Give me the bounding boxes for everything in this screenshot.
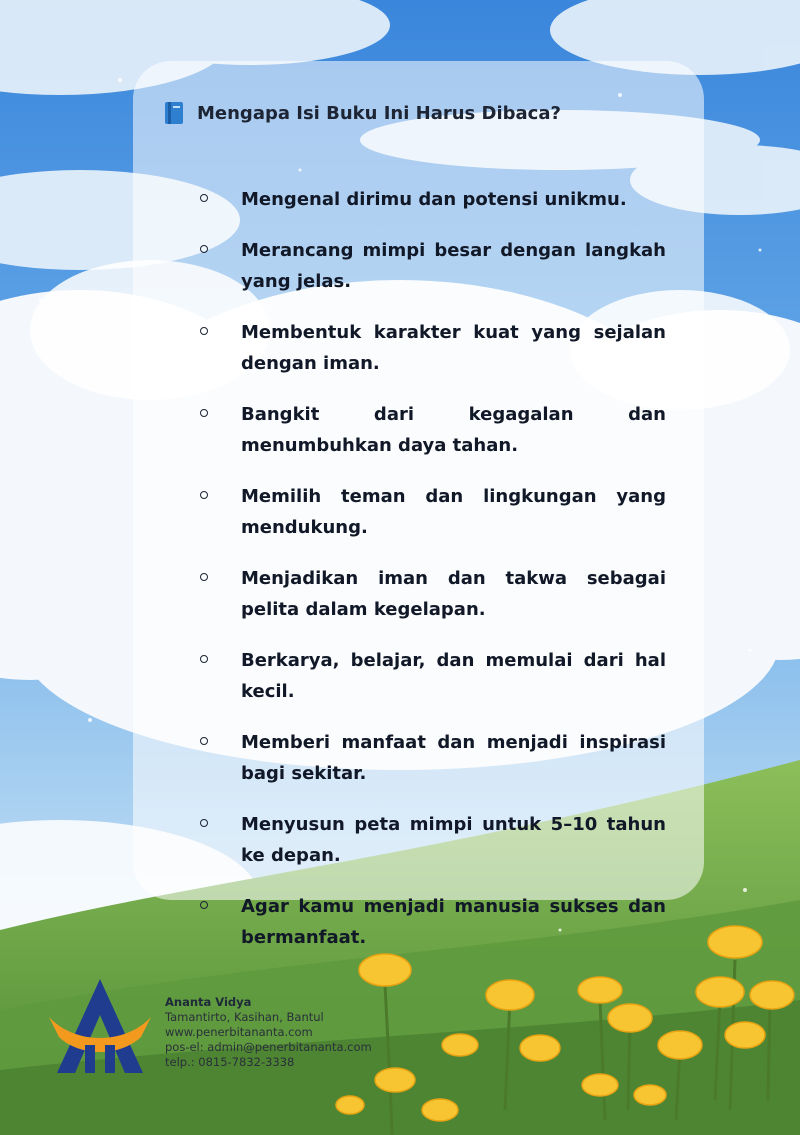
list-item (196, 481, 666, 543)
list-item (196, 891, 666, 953)
list-item (196, 645, 666, 707)
publisher-website[interactable]: www.penerbitananta.com (165, 1025, 313, 1039)
publisher-name: Ananta Vidya (165, 995, 252, 1009)
list-item (196, 399, 666, 461)
bullet-circle-icon (200, 491, 208, 499)
list-item-text: Membentuk karakter kuat yang sejalan dengan iman. (241, 322, 666, 374)
bullet-circle-icon (200, 573, 208, 581)
reasons-list (196, 184, 666, 973)
list-item (196, 184, 666, 215)
bullet-circle-icon (200, 409, 208, 417)
book-icon (163, 101, 185, 125)
list-item (196, 809, 666, 871)
list-item-text: Memilih teman dan lingkungan yang mendukung. (241, 486, 666, 538)
list-item-text: Bangkit dari kegagalan dan menumbuhkan daya tahan. (241, 404, 666, 456)
bullet-circle-icon (200, 194, 208, 202)
list-item-text: Berkarya, belajar, dan memulai dari hal kecil. (241, 650, 666, 702)
list-item-text: Menjadikan iman dan takwa sebagai pelita dalam kegelapan. (241, 568, 666, 620)
bullet-circle-icon (200, 655, 208, 663)
publisher-info (165, 995, 372, 1070)
list-item-text: Memberi manfaat dan menjadi inspirasi bagi sekitar. (241, 732, 666, 784)
ananta-vidya-logo (45, 975, 155, 1080)
publisher-email[interactable]: pos-el: admin@penerbitananta.com (165, 1040, 372, 1054)
publisher-block (45, 975, 405, 1085)
list-item-text: Menyusun peta mimpi untuk 5–10 tahun ke depan. (241, 814, 666, 866)
list-item (196, 235, 666, 297)
section-heading (163, 101, 561, 125)
list-item-text: Mengenal dirimu dan potensi unikmu. (241, 189, 627, 210)
bullet-circle-icon (200, 901, 208, 909)
list-item-text: Agar kamu menjadi manusia sukses dan bermanfaat. (241, 896, 666, 948)
bullet-circle-icon (200, 737, 208, 745)
list-item (196, 727, 666, 789)
publisher-phone: telp.: 0815-7832-3338 (165, 1055, 295, 1069)
section-title: Mengapa Isi Buku Ini Harus Dibaca? (197, 102, 561, 124)
bullet-circle-icon (200, 245, 208, 253)
publisher-address: Tamantirto, Kasihan, Bantul (165, 1010, 324, 1024)
bullet-circle-icon (200, 819, 208, 827)
list-item-text: Merancang mimpi besar dengan langkah yang jelas. (241, 240, 666, 292)
bullet-circle-icon (200, 327, 208, 335)
list-item (196, 317, 666, 379)
list-item (196, 563, 666, 625)
